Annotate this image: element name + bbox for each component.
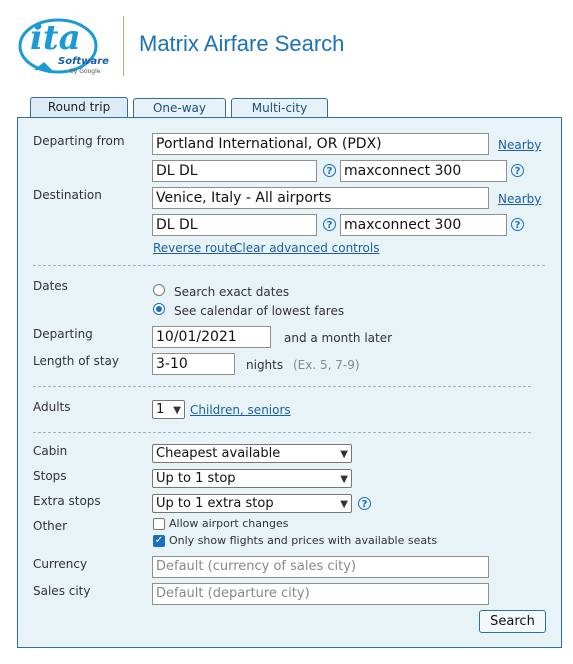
section-divider [33,386,531,387]
departing-nearby-link[interactable]: Nearby [498,138,542,152]
exact-dates-label[interactable]: Search exact dates [174,285,290,299]
chevron-down-icon: ▼ [340,474,348,485]
departing-extension-input[interactable]: maxconnect 300 [340,160,507,182]
section-divider [33,432,531,433]
departing-airport-input[interactable]: Portland International, OR (PDX) [152,133,489,155]
cabin-label: Cabin [33,444,68,458]
tab-round-trip[interactable]: Round trip [30,97,128,119]
logo-by: by Google [70,68,101,75]
header-divider [123,16,124,76]
stay-example-text: (Ex. 5, 7-9) [293,358,360,372]
stops-select[interactable] [152,469,352,488]
nights-text: nights [246,358,284,372]
currency-label: Currency [33,557,88,571]
section-divider [33,265,545,266]
tab-one-way[interactable]: One-way [133,98,226,118]
adults-value: 1 [156,402,165,417]
reverse-route-link[interactable]: Reverse route [153,241,237,255]
destination-extension-input[interactable]: maxconnect 300 [340,214,507,236]
available-seats-checkbox[interactable]: ✓ [154,535,164,546]
departing-from-label: Departing from [33,134,125,148]
departing-routing-input[interactable]: DL DL [152,160,317,182]
logo-text: ita [30,18,81,58]
departing-date-input[interactable]: 10/01/2021 [152,326,271,348]
extra-stops-label: Extra stops [33,494,101,508]
routing-help-icon[interactable]: ? [323,164,336,177]
logo-sub: Software [58,56,109,67]
page-title: Matrix Airfare Search [139,31,345,56]
calendar-radio[interactable] [153,303,165,315]
length-of-stay-input[interactable]: 3-10 [152,353,235,375]
length-of-stay-label: Length of stay [33,354,119,368]
available-seats-label[interactable]: Only show flights and prices with available seats [169,534,438,547]
extension-help-icon[interactable]: ? [511,218,524,231]
extension-help-icon[interactable]: ? [511,164,524,177]
adults-select[interactable] [152,400,185,419]
sales-city-input[interactable]: Default (departure city) [152,583,489,605]
calendar-label[interactable]: See calendar of lowest fares [174,304,345,318]
extra-stops-value: Up to 1 extra stop [156,496,274,511]
exact-dates-radio[interactable] [153,284,165,296]
allow-airport-changes-checkbox[interactable] [153,518,165,530]
destination-routing-input[interactable]: DL DL [152,214,317,236]
routing-help-icon[interactable]: ? [323,218,336,231]
tab-multi-city[interactable]: Multi-city [231,98,328,118]
adults-label: Adults [33,400,71,414]
extra-stops-select[interactable] [152,494,352,513]
cabin-value: Cheapest available [156,446,281,461]
allow-airport-changes-label[interactable]: Allow airport changes [169,517,289,530]
ita-logo [14,12,110,80]
sales-city-label: Sales city [33,584,91,598]
extra-stops-help-icon[interactable]: ? [358,497,371,510]
departing-date-label: Departing [33,327,93,341]
dates-label: Dates [33,279,68,293]
destination-airport-input[interactable]: Venice, Italy - All airports [152,187,489,209]
search-button[interactable]: Search [479,610,546,633]
chevron-down-icon: ▼ [340,499,348,510]
destination-nearby-link[interactable]: Nearby [498,192,542,206]
chevron-down-icon: ▼ [173,405,181,416]
currency-input[interactable]: Default (currency of sales city) [152,556,489,578]
stops-label: Stops [33,469,67,483]
destination-label: Destination [33,188,102,202]
clear-advanced-link[interactable]: Clear advanced controls [234,241,380,255]
other-label: Other [33,519,68,533]
stops-value: Up to 1 stop [156,471,236,486]
children-seniors-link[interactable]: Children, seniors [190,403,291,417]
chevron-down-icon: ▼ [340,449,348,460]
month-later-text: and a month later [284,331,393,345]
cabin-select[interactable] [152,444,352,463]
